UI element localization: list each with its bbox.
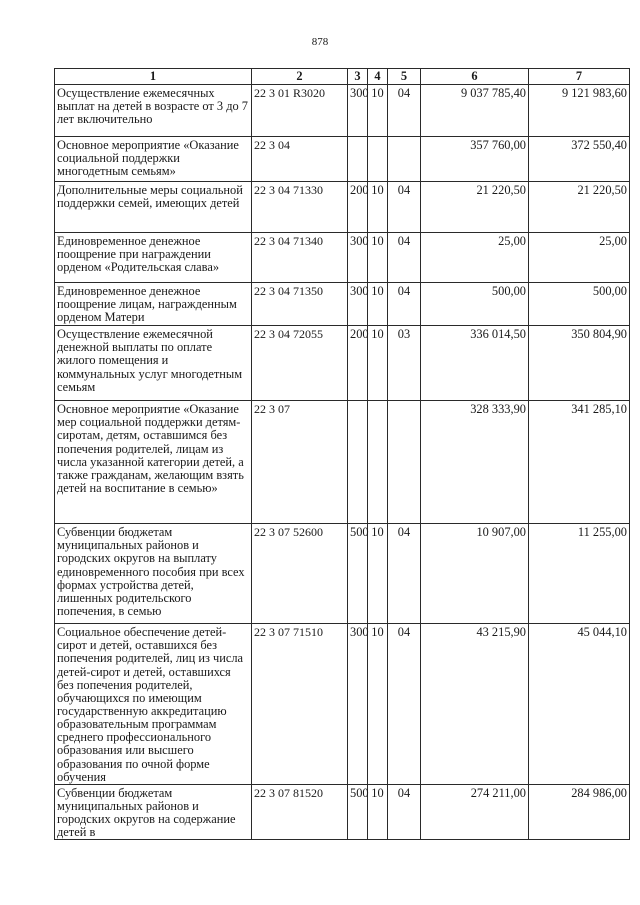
row-amount-col7: 9 121 983,60 <box>529 85 630 137</box>
row-amount-col6: 274 211,00 <box>421 784 529 840</box>
row-target-article: 22 3 04 <box>252 137 348 182</box>
table-row <box>55 784 630 840</box>
row-amount-col7: 350 804,90 <box>529 326 630 401</box>
row-section: 10 <box>368 624 388 785</box>
row-section: 10 <box>368 85 388 137</box>
row-target-article: 22 3 07 52600 <box>252 524 348 624</box>
row-expense-type: 300 <box>348 283 368 326</box>
table-row <box>55 233 630 283</box>
row-amount-col6: 10 907,00 <box>421 524 529 624</box>
column-header-4: 4 <box>368 69 388 85</box>
row-amount-col7: 21 220,50 <box>529 182 630 233</box>
row-name: Дополнительные меры социальной поддержки семей, имеющих детей <box>55 182 252 233</box>
table-row <box>55 283 630 326</box>
row-expense-type: 300 <box>348 85 368 137</box>
row-target-article: 22 3 04 72055 <box>252 326 348 401</box>
row-subsection: 03 <box>388 326 421 401</box>
row-subsection: 04 <box>388 784 421 840</box>
row-amount-col6: 336 014,50 <box>421 326 529 401</box>
row-amount-col7: 372 550,40 <box>529 137 630 182</box>
row-amount-col6: 357 760,00 <box>421 137 529 182</box>
column-header-1: 1 <box>55 69 252 85</box>
row-target-article: 22 3 04 71330 <box>252 182 348 233</box>
row-name: Субвенции бюджетам муниципальных районов и городских округов на выплату единовременного пособия при всех формах устройства детей, лишенных родительского попечения, в семью <box>55 524 252 624</box>
row-target-article: 22 3 07 <box>252 401 348 524</box>
row-section: 10 <box>368 524 388 624</box>
row-amount-col7: 45 044,10 <box>529 624 630 785</box>
row-amount-col6: 25,00 <box>421 233 529 283</box>
table-row <box>55 624 630 785</box>
row-section <box>368 137 388 182</box>
row-section: 10 <box>368 233 388 283</box>
column-header-7: 7 <box>529 69 630 85</box>
budget-table <box>54 68 630 840</box>
column-header-5: 5 <box>388 69 421 85</box>
row-name: Осуществление ежемесячных выплат на детей в возрасте от 3 до 7 лет включительно <box>55 85 252 137</box>
row-section: 10 <box>368 784 388 840</box>
header-row <box>55 69 630 85</box>
page-number: 878 <box>311 36 329 48</box>
row-subsection: 04 <box>388 624 421 785</box>
table-row <box>55 182 630 233</box>
row-expense-type: 200 <box>348 326 368 401</box>
row-target-article: 22 3 07 81520 <box>252 784 348 840</box>
row-name: Социальное обеспечение детей-сирот и детей, оставшихся без попечения родителей, лиц из числа детей-сирот и детей, оставшихся без попечения родителей, обучающихся по имеющим государственную аккредитацию образовательным программам среднего профессионального образования или высшего образования по очной форме обучения <box>55 624 252 785</box>
row-subsection <box>388 137 421 182</box>
table-row <box>55 401 630 524</box>
column-header-2: 2 <box>252 69 348 85</box>
row-amount-col7: 11 255,00 <box>529 524 630 624</box>
table-row <box>55 326 630 401</box>
row-expense-type: 300 <box>348 233 368 283</box>
row-name: Единовременное денежное поощрение лицам, награжденным орденом Матери <box>55 283 252 326</box>
column-header-3: 3 <box>348 69 368 85</box>
row-amount-col7: 284 986,00 <box>529 784 630 840</box>
row-expense-type: 500 <box>348 784 368 840</box>
row-amount-col6: 500,00 <box>421 283 529 326</box>
table-row <box>55 524 630 624</box>
row-name: Субвенции бюджетам муниципальных районов и городских округов на содержание детей в <box>55 784 252 840</box>
row-section <box>368 401 388 524</box>
row-subsection <box>388 401 421 524</box>
row-subsection: 04 <box>388 524 421 624</box>
row-expense-type: 500 <box>348 524 368 624</box>
column-header-6: 6 <box>421 69 529 85</box>
table-body <box>55 85 630 840</box>
row-name: Единовременное денежное поощрение при награждении орденом «Родительская слава» <box>55 233 252 283</box>
row-amount-col6: 21 220,50 <box>421 182 529 233</box>
row-subsection: 04 <box>388 233 421 283</box>
row-amount-col7: 500,00 <box>529 283 630 326</box>
row-subsection: 04 <box>388 182 421 233</box>
row-section: 10 <box>368 182 388 233</box>
row-subsection: 04 <box>388 85 421 137</box>
row-name: Основное мероприятие «Оказание социальной поддержки многодетным семьям» <box>55 137 252 182</box>
table-header <box>55 69 630 85</box>
table-row <box>55 85 630 137</box>
row-target-article: 22 3 07 71510 <box>252 624 348 785</box>
row-name: Осуществление ежемесячной денежной выплаты по оплате жилого помещения и коммунальных услуг многодетным семьям <box>55 326 252 401</box>
row-target-article: 22 3 04 71340 <box>252 233 348 283</box>
row-name: Основное мероприятие «Оказание мер социальной поддержки детям-сиротам, детям, оставшимся без попечения родителей, лицам из числа указанной категории детей, а также гражданам, желающим взять детей на воспитание в семью» <box>55 401 252 524</box>
row-expense-type <box>348 401 368 524</box>
row-section: 10 <box>368 283 388 326</box>
row-section: 10 <box>368 326 388 401</box>
table-row <box>55 137 630 182</box>
row-amount-col6: 328 333,90 <box>421 401 529 524</box>
row-amount-col6: 9 037 785,40 <box>421 85 529 137</box>
row-expense-type <box>348 137 368 182</box>
row-amount-col6: 43 215,90 <box>421 624 529 785</box>
row-amount-col7: 341 285,10 <box>529 401 630 524</box>
row-target-article: 22 3 01 R3020 <box>252 85 348 137</box>
row-expense-type: 200 <box>348 182 368 233</box>
row-target-article: 22 3 04 71350 <box>252 283 348 326</box>
row-expense-type: 300 <box>348 624 368 785</box>
row-amount-col7: 25,00 <box>529 233 630 283</box>
row-subsection: 04 <box>388 283 421 326</box>
